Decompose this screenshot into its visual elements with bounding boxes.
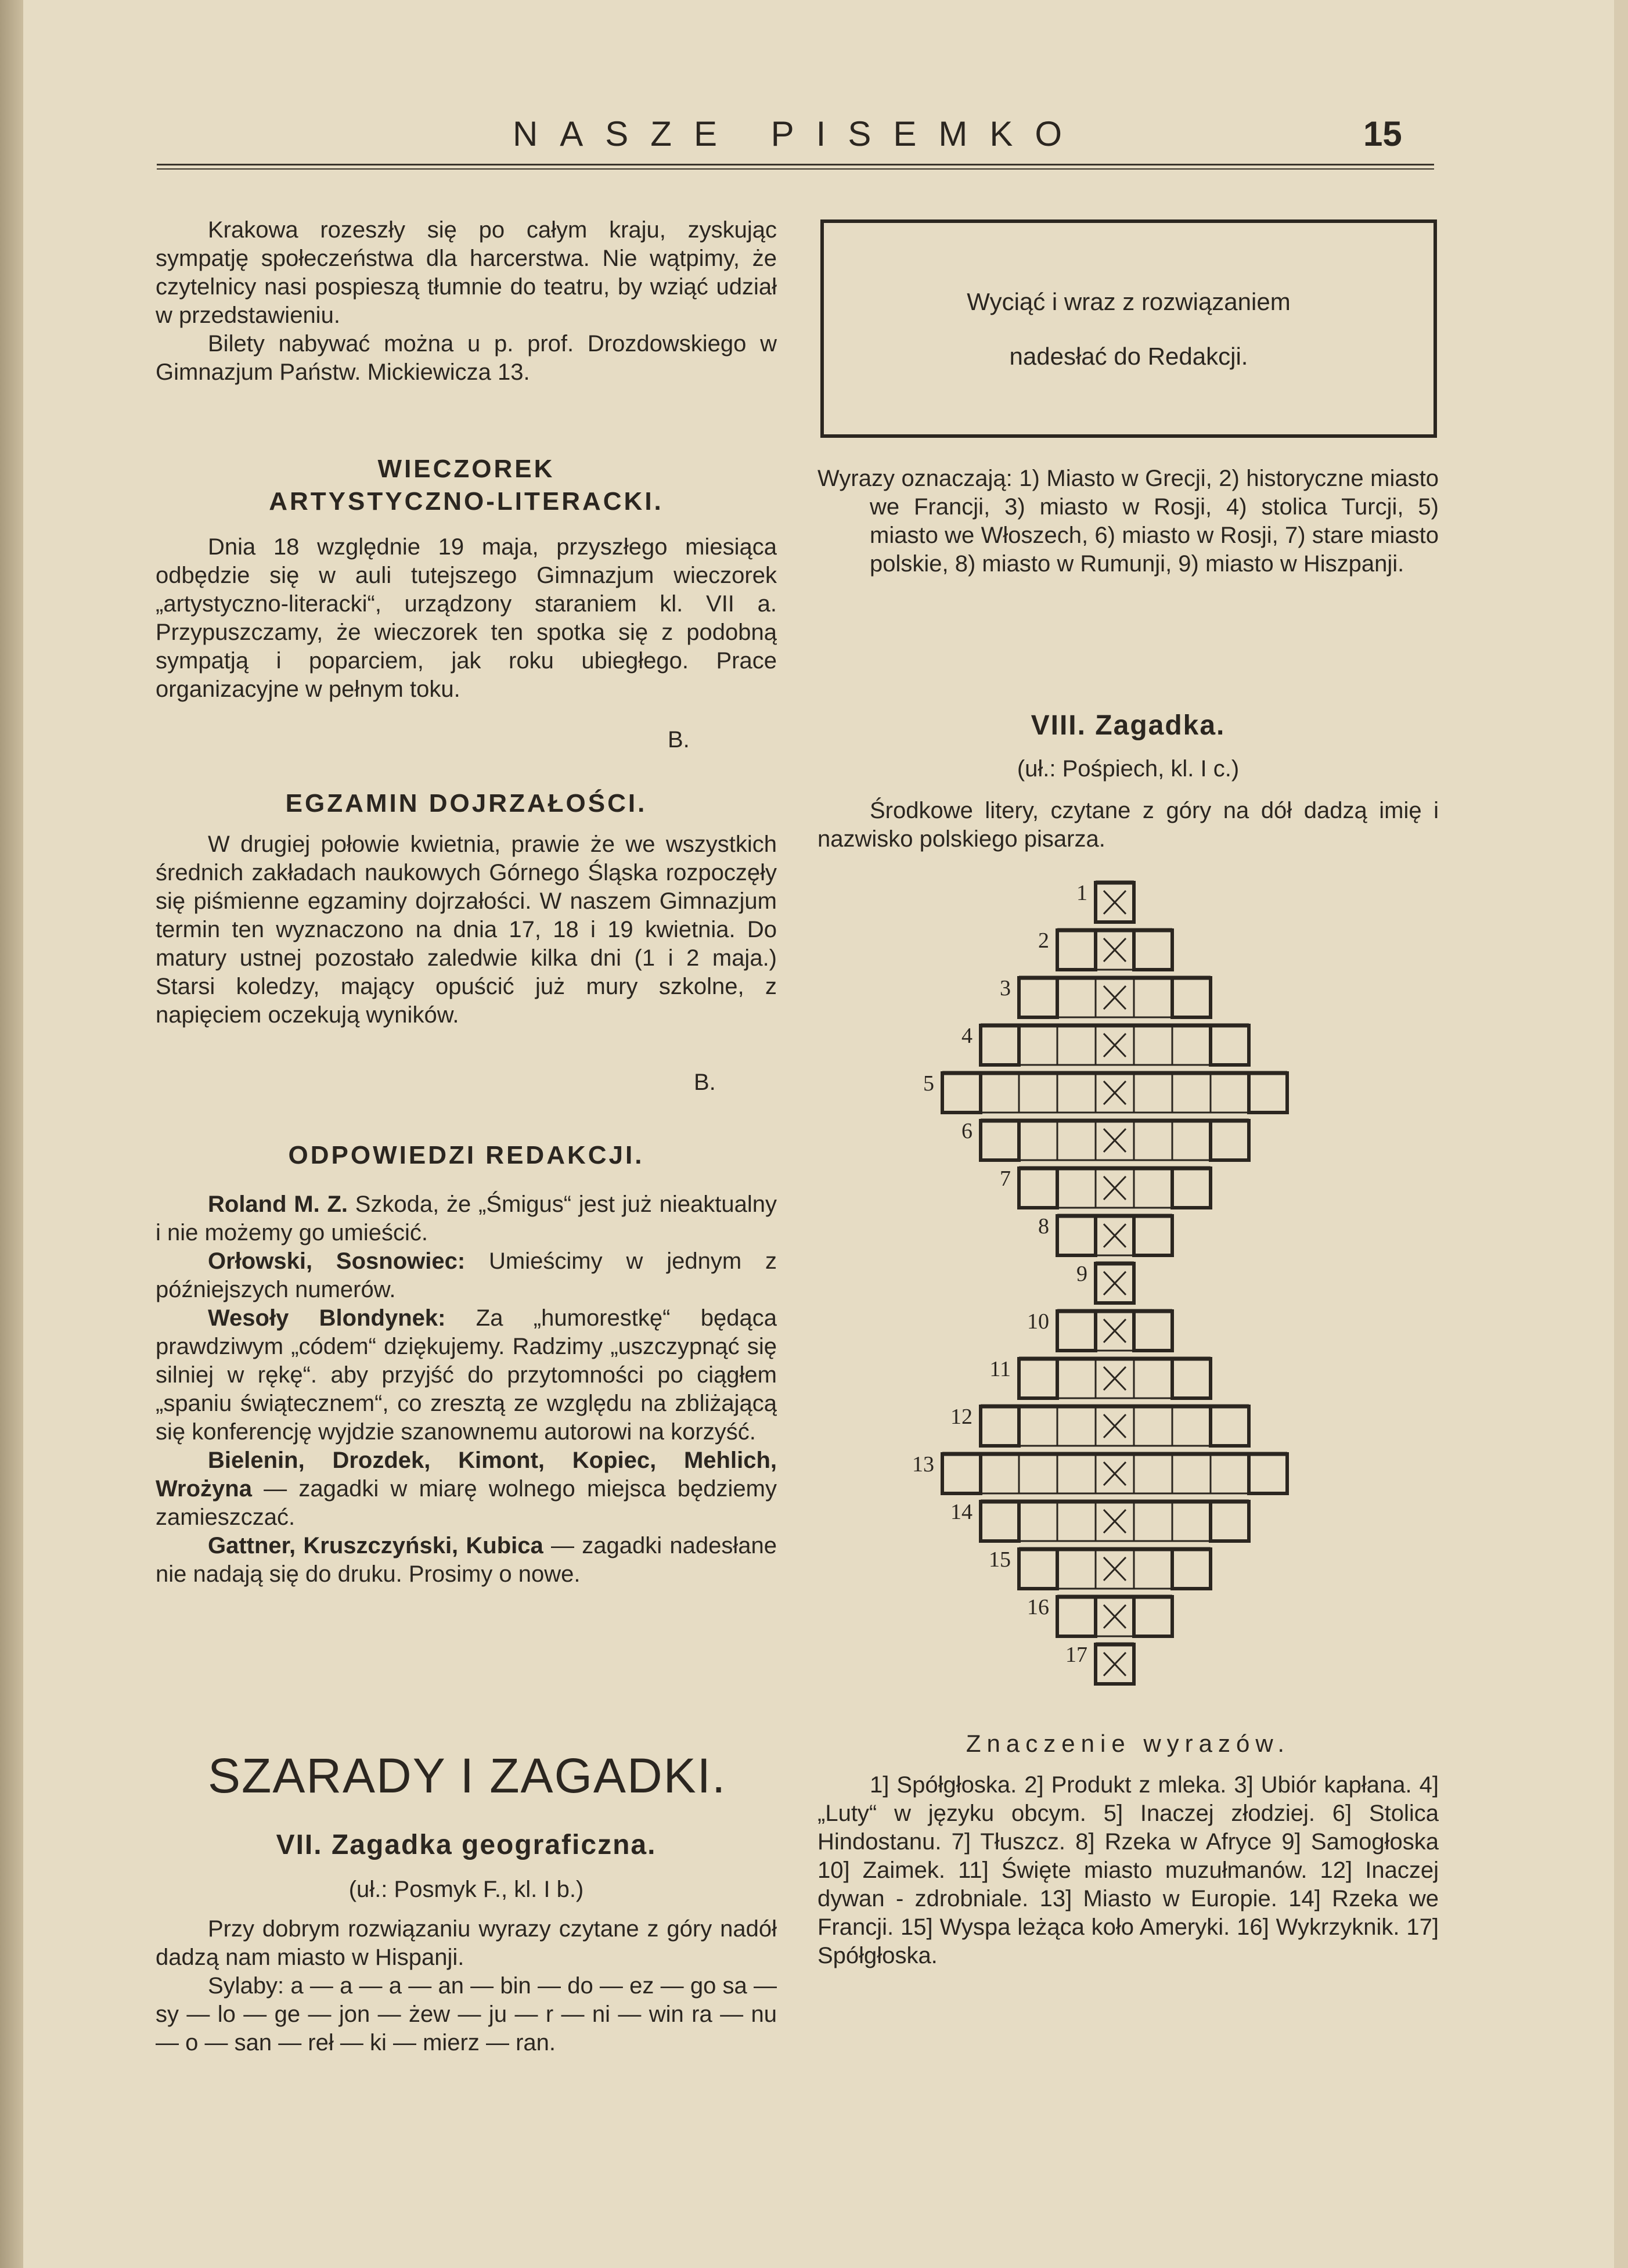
crossword-cell <box>1019 978 1057 1017</box>
crossword-cell <box>1057 1025 1096 1065</box>
crossword-row-number: 17 <box>1065 1643 1087 1667</box>
crossword-row-number: 12 <box>950 1405 973 1429</box>
crossword-cell <box>1134 1359 1172 1398</box>
crossword-cell <box>1134 1454 1172 1493</box>
notice-line-1: Wyciąć i wraz z rozwiązaniem <box>967 288 1291 315</box>
intro-text: Krakowa rozeszły się po całym kraju, zyskując sympatję społeczeństwa dla harcerstwa. Nie wątpimy, że czytelnicy nasi pospieszą tłumnie do teatru, by wziąć udział w przedstawieniu. <box>156 217 777 328</box>
crossword-cell <box>1019 1359 1057 1398</box>
crossword-row <box>1076 1262 1134 1303</box>
crossword-row <box>912 1452 1287 1493</box>
page-number: 15 <box>1363 114 1402 153</box>
crossword-cell <box>1172 1168 1211 1208</box>
crossword-cell <box>1019 1454 1057 1493</box>
zagadka-8-heading: VIII. Zagadka. <box>1031 710 1226 741</box>
crossword-cell <box>1057 1454 1096 1493</box>
crossword-cell <box>1172 1406 1211 1446</box>
crossword-cell <box>981 1025 1019 1065</box>
answer-item <box>156 1532 777 1589</box>
crossword-row <box>1038 1214 1172 1255</box>
answer-text: Umieścimy w jednym z późniejszych numerów. <box>156 1248 777 1302</box>
egzamin-text: W drugiej połowie kwietnia, prawie że we wszystkich średnich zakładach naukowych Górnego Śląska rozpoczęły się piśmienne egzaminy dojrzałości. W naszem Gimnazjum termin ten wyznaczono na dnia 17, 18 i 19 kwietnia. Do matury ustnej pozostało zaledwie kilka dni (1 i 2 maja.) Starsi koledzy, mający opuścić już mury szkolne, z napięciem oczekują wyników. <box>156 831 777 1028</box>
crossword-diamond-grid <box>801 871 1393 1730</box>
crossword-cell <box>1211 1073 1249 1113</box>
answer-text: Za „humorestkę“ będąca prawdziwym „códem“ dziękujemy. Radzimy „uszczypnąć się silniej w rękę“. aby przyjść do przytomności po ciągłem „spaniu świątecznem“, co zresztą ze względu na zbliżającą się konferencję wyjdzie szanownemu autorowi na korzyść. <box>156 1305 777 1445</box>
crossword-cell <box>1211 1502 1249 1541</box>
crossword-cell <box>1134 1311 1172 1351</box>
znaczenie-text: 1] Spółgłoska. 2] Produkt z mleka. 3] Ubiór kapłana. 4] „Luty“ w języku obcym. 5] Inaczej złodziej. 6] Stolica Hindostanu. 7] Tłuszcz. 8] Rzeka w Afryce 9] Samogłoska 10] Zaimek. 11] Święte miasto muzułmanów. 12] Inaczej dywan - zdrobniale. 13] Miasto w Europie. 14] Rzeka we Francji. 15] Wyspa leżąca koło Ameryki. 16] Wykrzyknik. 17] Spółgłoska. <box>817 1772 1439 1968</box>
crossword-row-number: 13 <box>912 1452 934 1477</box>
crossword-cell <box>1211 1454 1249 1493</box>
signature-b-1: B. <box>668 727 690 753</box>
zagadka-8-author: (uł.: Pośpiech, kl. I c.) <box>1017 756 1240 782</box>
crossword-cell <box>1172 1549 1211 1589</box>
crossword-cell <box>1019 1549 1057 1589</box>
crossword-row <box>950 1405 1249 1446</box>
crossword-row <box>923 1071 1287 1113</box>
crossword-cell <box>942 1454 981 1493</box>
crossword-row-number: 9 <box>1076 1262 1087 1286</box>
zagadka-8-paragraph <box>817 797 1439 854</box>
crossword-cell <box>1019 1025 1057 1065</box>
szarady-heading: SZARADY I ZAGADKI. <box>208 1748 727 1803</box>
answer-name: Bielenin, Drozdek, Kimont, Kopiec, Mehlich, Wrożyna <box>156 1448 777 1502</box>
answer-name: Wesoły Blondynek: <box>208 1305 446 1331</box>
answer-text: — zagadki w miarę wolnego miejsca będziemy zamieszczać. <box>156 1476 777 1530</box>
crossword-cell <box>1057 1311 1096 1351</box>
answer-item <box>156 1304 777 1446</box>
crossword-row-number: 11 <box>989 1357 1011 1381</box>
crossword-cell <box>981 1502 1019 1541</box>
crossword-row <box>1000 976 1211 1017</box>
crossword-cell <box>1057 1549 1096 1589</box>
wieczorek-heading-line2: ARTYSTYCZNO-LITERACKI. <box>269 487 664 516</box>
zagadka-7-heading: VII. Zagadka geograficzna. <box>276 1830 657 1860</box>
crossword-cell <box>1134 1502 1172 1541</box>
crossword-cell <box>1057 1359 1096 1398</box>
page-header-title: NASZE PISEMKO <box>512 114 1085 153</box>
answer-name: Gattner, Kruszczyński, Kubica <box>208 1533 543 1558</box>
zagadka-7-syllables: Sylaby: a — a — a — an — bin — do — ez — go sa — sy — lo — ge — jon — żew — ju — r — ni — win ra — nu — o — san — reł — ki — mierz — ran. <box>156 1973 777 2055</box>
crossword-row-number: 2 <box>1038 928 1049 953</box>
crossword-cell <box>1057 1073 1096 1113</box>
crossword-cell <box>1134 930 1172 970</box>
crossword-row-number: 14 <box>950 1500 973 1524</box>
crossword-cell <box>1057 1168 1096 1208</box>
answer-text: — zagadki nadesłane nie nadają się do druku. Prosimy o nowe. <box>156 1533 777 1587</box>
crossword-row-number: 6 <box>961 1119 973 1143</box>
crossword-cell <box>1172 1121 1211 1160</box>
crossword-cell <box>981 1073 1019 1113</box>
wieczorek-heading <box>156 453 777 518</box>
answers-list <box>156 1190 777 1589</box>
crossword-cell <box>1057 978 1096 1017</box>
crossword-row-number: 16 <box>1027 1595 1049 1619</box>
egzamin-paragraph <box>156 830 777 1029</box>
crossword-cell <box>1134 1073 1172 1113</box>
intro-paragraph <box>156 216 777 387</box>
page-spine <box>0 0 23 2268</box>
crossword-cell <box>1057 930 1096 970</box>
crossword-row-number: 1 <box>1076 881 1087 905</box>
crossword-row <box>989 1547 1211 1589</box>
crossword-row-number: 8 <box>1038 1214 1049 1239</box>
crossword-cell <box>1057 1121 1096 1160</box>
cut-out-notice-box <box>820 219 1437 438</box>
header-rule-thin <box>157 168 1434 170</box>
crossword-cell <box>942 1073 981 1113</box>
crossword-cell <box>1172 1454 1211 1493</box>
crossword-row <box>989 1357 1211 1398</box>
wyrazy-paragraph <box>817 465 1439 578</box>
crossword-cell <box>1172 1025 1211 1065</box>
odpowiedzi-heading: ODPOWIEDZI REDAKCJI. <box>288 1141 644 1169</box>
crossword-row <box>1027 1595 1172 1636</box>
crossword-cell <box>1134 1025 1172 1065</box>
crossword-row <box>1076 881 1134 922</box>
crossword-row-number: 10 <box>1027 1309 1049 1334</box>
answer-name: Roland M. Z. <box>208 1191 348 1217</box>
znaczenie-heading: Znaczenie wyrazów. <box>966 1730 1291 1757</box>
crossword-cell <box>1057 1406 1096 1446</box>
crossword-row-number: 7 <box>1000 1167 1011 1191</box>
crossword-row <box>1000 1167 1211 1208</box>
wieczorek-paragraph <box>156 533 777 704</box>
crossword-cell <box>1019 1502 1057 1541</box>
egzamin-heading: EGZAMIN DOJRZAŁOŚCI. <box>285 789 647 818</box>
crossword-row <box>961 1119 1249 1160</box>
crossword-row <box>1065 1643 1134 1684</box>
crossword-row <box>950 1500 1249 1541</box>
notice-line-2: nadesłać do Redakcji. <box>1009 343 1248 370</box>
wieczorek-text: Dnia 18 względnie 19 maja, przyszłego miesiąca odbędzie się w auli tutejszego Gimnazjum wieczorek „artystyczno-literacki“, urządzony staraniem kl. VII a. Przypuszczamy, że wieczorek ten spotka się z podobną sympatją i poparciem, jak roku ubiegłego. Prace organizacyjne w pełnym toku. <box>156 534 777 702</box>
crossword-cell <box>981 1406 1019 1446</box>
crossword-cell <box>1134 1549 1172 1589</box>
crossword-cell <box>1057 1216 1096 1255</box>
zagadka-7-text: Przy dobrym rozwiązaniu wyrazy czytane z góry nadół dadzą nam miasto w Hispanji. <box>156 1916 777 1970</box>
signature-b-2: B. <box>694 1070 716 1095</box>
wieczorek-heading-line1: WIECZOREK <box>377 455 555 483</box>
crossword-cell <box>1172 1073 1211 1113</box>
crossword-cell <box>1057 1502 1096 1541</box>
zagadka-8-text: Środkowe litery, czytane z góry na dół dadzą imię i nazwisko polskiego pisarza. <box>817 798 1439 852</box>
crossword-cell <box>1134 1216 1172 1255</box>
crossword-cell <box>1249 1454 1287 1493</box>
zagadka-7-author: (uł.: Posmyk F., kl. I b.) <box>348 1877 584 1902</box>
tickets-text: Bilety nabywać można u p. prof. Drozdowskiego w Gimnazjum Państw. Mickiewicza 13. <box>156 331 777 385</box>
answer-item <box>156 1190 777 1247</box>
answer-text: Szkoda, że „Śmigus“ jest już nieaktualny i nie możemy go umieścić. <box>156 1191 777 1245</box>
crossword-cell <box>1019 1121 1057 1160</box>
crossword-row-number: 5 <box>923 1071 934 1096</box>
crossword-cell <box>1134 1168 1172 1208</box>
answer-item <box>156 1247 777 1304</box>
crossword-cell <box>1057 1597 1096 1636</box>
wyrazy-text: Wyrazy oznaczają: 1) Miasto w Grecji, 2) historyczne miasto we Francji, 3) miasto w Rosji, 4) stolica Turcji, 5) miasto we Włoszech, 6) miasto w Rosji, 7) stare miasto polskie, 8) miasto w Rumunji, 9) miasto w Hiszpanji. <box>817 466 1439 577</box>
crossword-cell <box>1211 1121 1249 1160</box>
zagadka-7-paragraph <box>156 1915 777 2057</box>
crossword-cell <box>1172 978 1211 1017</box>
crossword-cell <box>1211 1406 1249 1446</box>
crossword-cell <box>1019 1406 1057 1446</box>
crossword-row-number: 3 <box>1000 976 1011 1000</box>
crossword-cell <box>981 1121 1019 1160</box>
znaczenie-paragraph <box>817 1771 1439 1970</box>
crossword-cell <box>1249 1073 1287 1113</box>
crossword-row-number: 15 <box>989 1547 1011 1572</box>
crossword-cell <box>1172 1359 1211 1398</box>
crossword-row-number: 4 <box>961 1024 973 1048</box>
crossword-cell <box>1211 1025 1249 1065</box>
crossword-cell <box>1172 1502 1211 1541</box>
crossword-cell <box>1134 1406 1172 1446</box>
crossword-cell <box>1019 1073 1057 1113</box>
crossword-row <box>1027 1309 1172 1351</box>
crossword-row <box>961 1024 1249 1065</box>
crossword-row <box>1038 928 1172 970</box>
crossword-cell <box>981 1454 1019 1493</box>
crossword-cell <box>1134 978 1172 1017</box>
crossword-cell <box>1134 1597 1172 1636</box>
crossword-cell <box>1019 1168 1057 1208</box>
answer-item <box>156 1446 777 1532</box>
answer-name: Orłowski, Sosnowiec: <box>208 1248 466 1274</box>
header-rule <box>157 164 1434 165</box>
crossword-cell <box>1134 1121 1172 1160</box>
